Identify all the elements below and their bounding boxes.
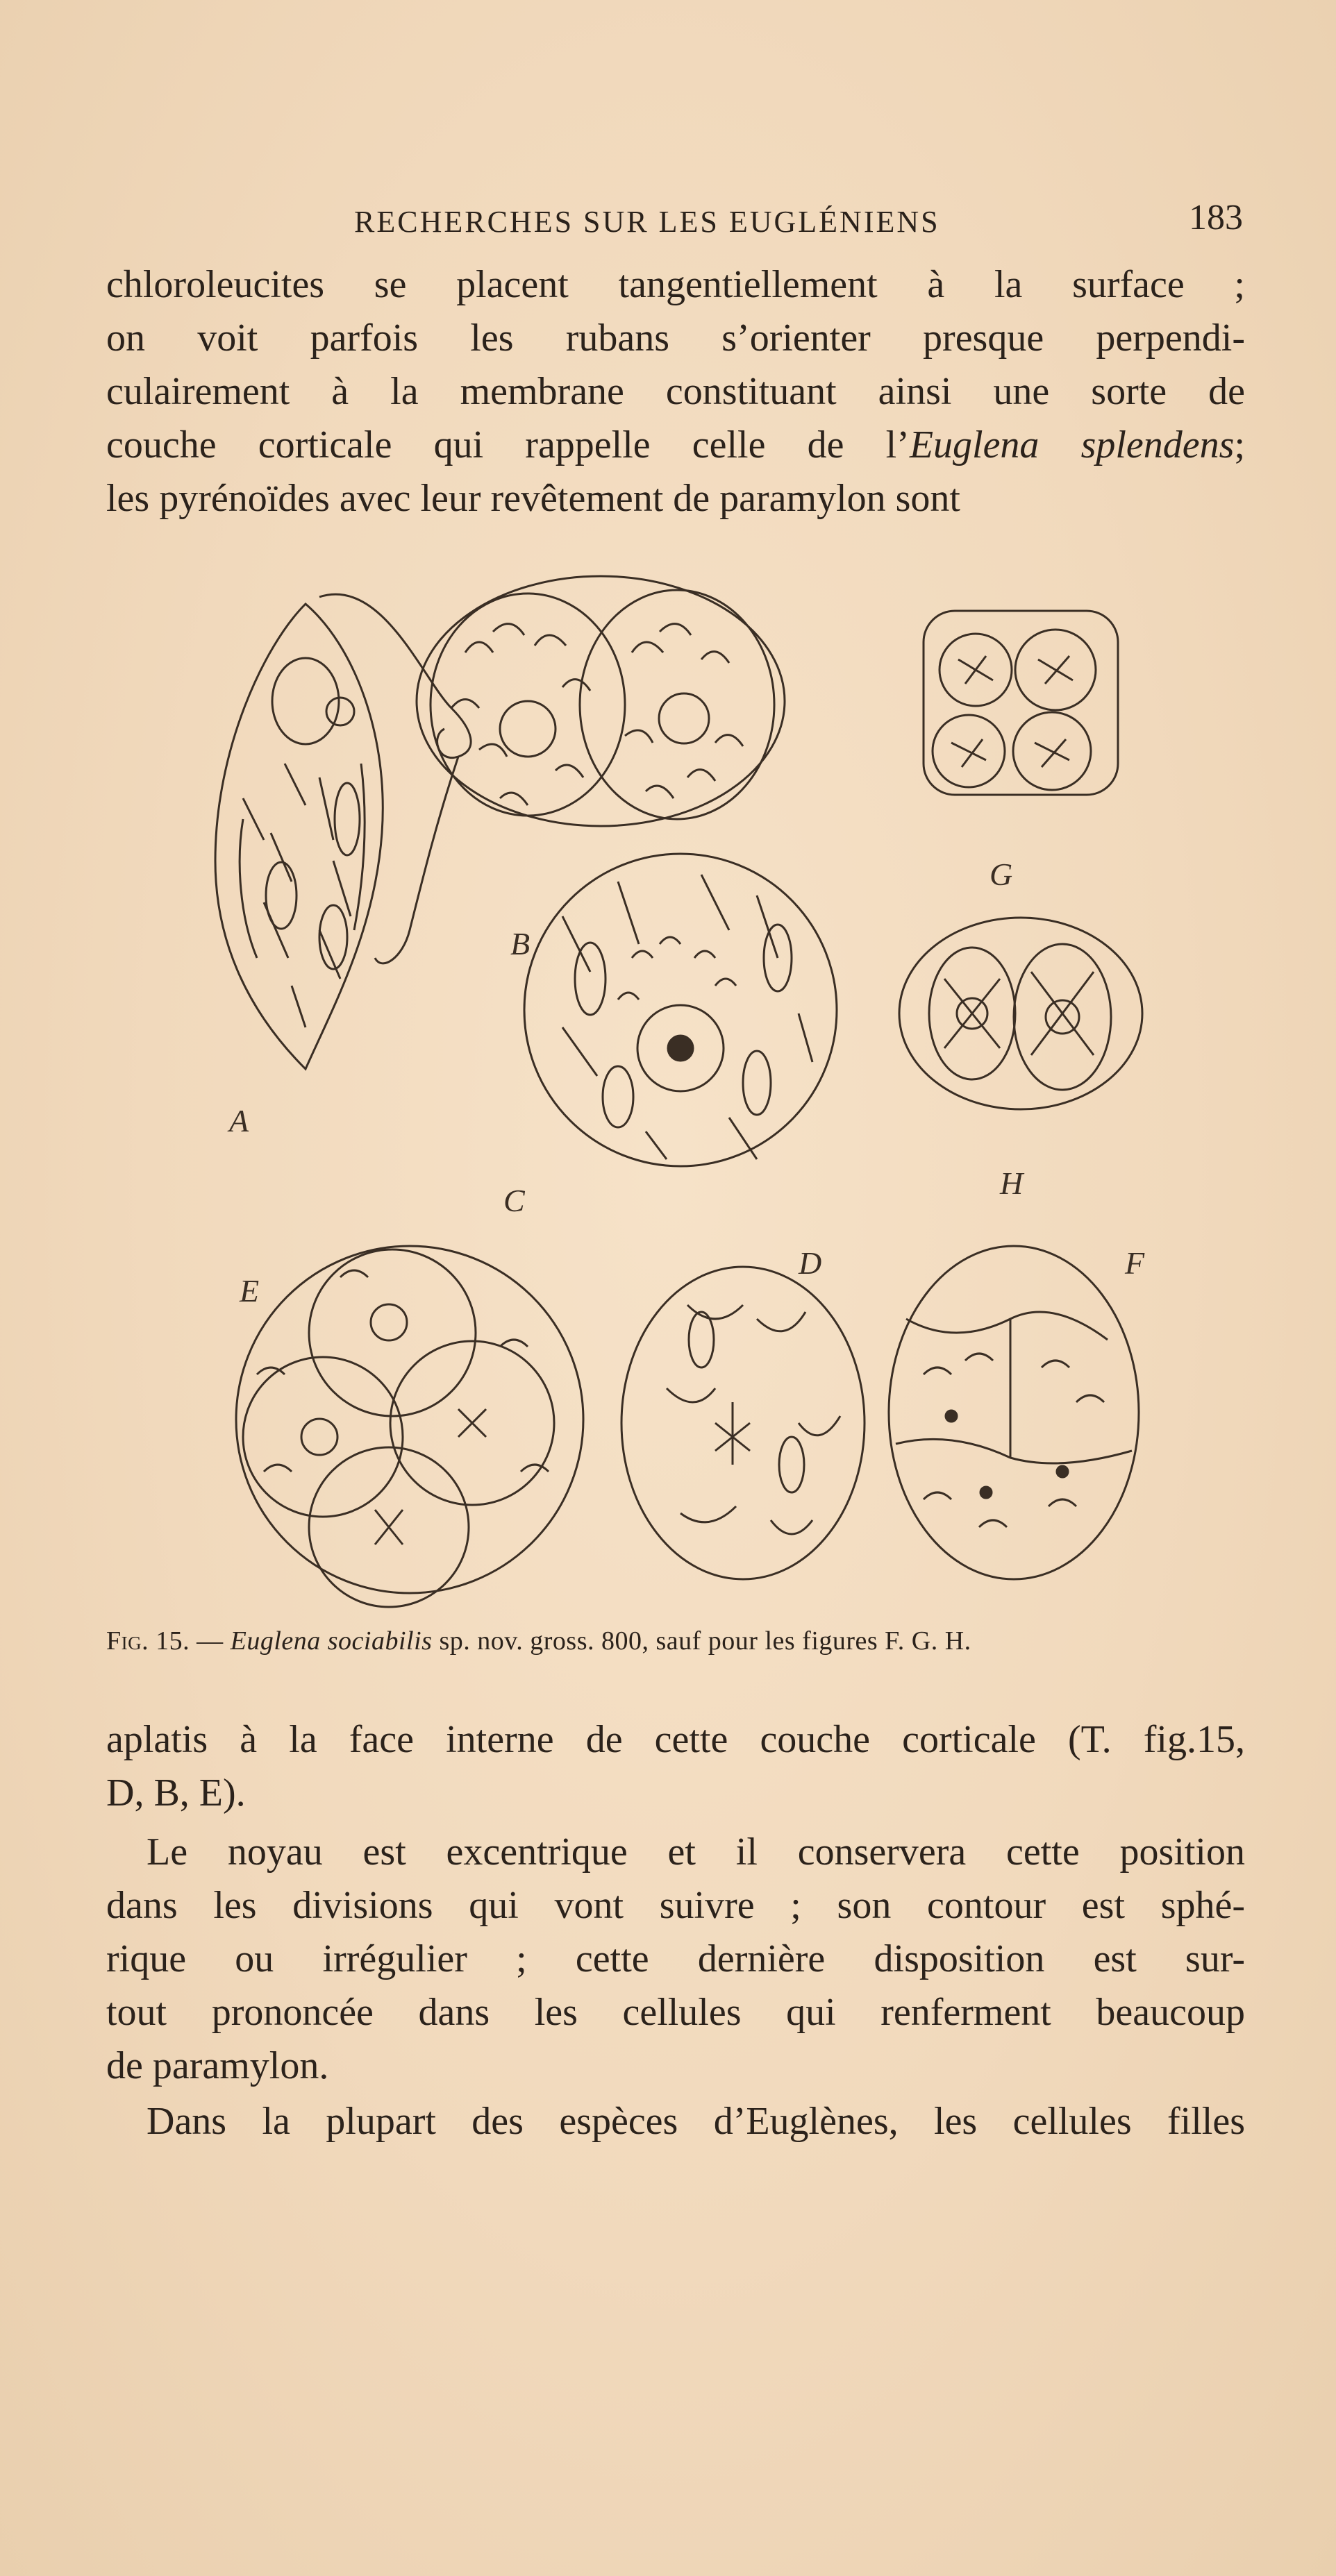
text-line: culairement à la membrane constituant ainsi une sorte de — [106, 370, 1245, 413]
text-line: rique ou irrégulier ; cette dernière disposition est sur- — [106, 1937, 1245, 1980]
paragraph-top — [106, 258, 1245, 525]
cell-e-drawing — [236, 1246, 583, 1607]
figure-label-f: F — [1125, 1245, 1145, 1281]
figure-label-c: C — [503, 1183, 525, 1218]
cell-c-drawing — [524, 854, 837, 1166]
cell-f-drawing — [889, 1246, 1139, 1579]
figure-label-h: H — [1000, 1165, 1024, 1201]
paragraph-aplatis — [106, 1713, 1245, 1820]
text-line: D, B, E). — [106, 1771, 246, 1815]
text-line: aplatis à la face interne de cette couche corticale (T. fig.15, — [106, 1718, 1245, 1761]
text-line: Dans la plupart des espèces d’Euglènes, les cellules filles — [147, 2100, 1245, 2143]
figure-caption — [106, 1626, 1245, 1656]
running-head — [104, 197, 1243, 246]
caption-figure-number: Fig. 15. — [106, 1626, 190, 1656]
caption-species: Euglena sociabilis — [230, 1626, 433, 1656]
figure-label-b: B — [510, 926, 531, 961]
text-line: les pyrénoïdes avec leur revêtement de paramylon sont — [106, 477, 960, 520]
cell-g-drawing — [924, 611, 1118, 795]
paragraph-euglenes — [106, 2095, 1245, 2148]
species-name: Euglena splendens — [909, 423, 1235, 466]
cell-a-drawing — [215, 594, 471, 1069]
cell-d-drawing — [621, 1267, 865, 1579]
text-fragment: ; — [1234, 423, 1245, 466]
text-line: de paramylon. — [106, 2044, 329, 2087]
caption-rest: sp. nov. gross. 800, sauf pour les figures F. G. H. — [439, 1626, 971, 1656]
text-line-with-species — [106, 419, 1245, 472]
caption-dash: — — [197, 1626, 224, 1656]
figure-15 — [201, 569, 1174, 1610]
figure-label-a: A — [229, 1103, 249, 1138]
figure-drawings — [201, 569, 1174, 1610]
figure-label-g: G — [990, 857, 1013, 892]
page-number: 183 — [1189, 198, 1243, 237]
figure-label-e: E — [240, 1273, 260, 1308]
text-line: Le noyau est excentrique et il conservera cette position — [147, 1830, 1245, 1874]
figure-label-d: D — [799, 1245, 822, 1281]
text-fragment: couche corticale qui rappelle celle de l’ — [106, 423, 910, 466]
text-line: on voit parfois les rubans s’orienter presque perpendi- — [106, 317, 1245, 360]
text-line: dans les divisions qui vont suivre ; son contour est sphé- — [106, 1884, 1245, 1927]
text-line: chloroleucites se placent tangentiellement à la surface ; — [106, 263, 1245, 306]
text-line: tout prononcée dans les cellules qui renferment beaucoup — [106, 1991, 1245, 2034]
cell-h-drawing — [899, 918, 1142, 1109]
paragraph-noyau — [106, 1826, 1245, 2093]
running-title: RECHERCHES SUR LES EUGLÉNIENS — [354, 205, 940, 239]
cell-b-drawing — [417, 576, 785, 826]
